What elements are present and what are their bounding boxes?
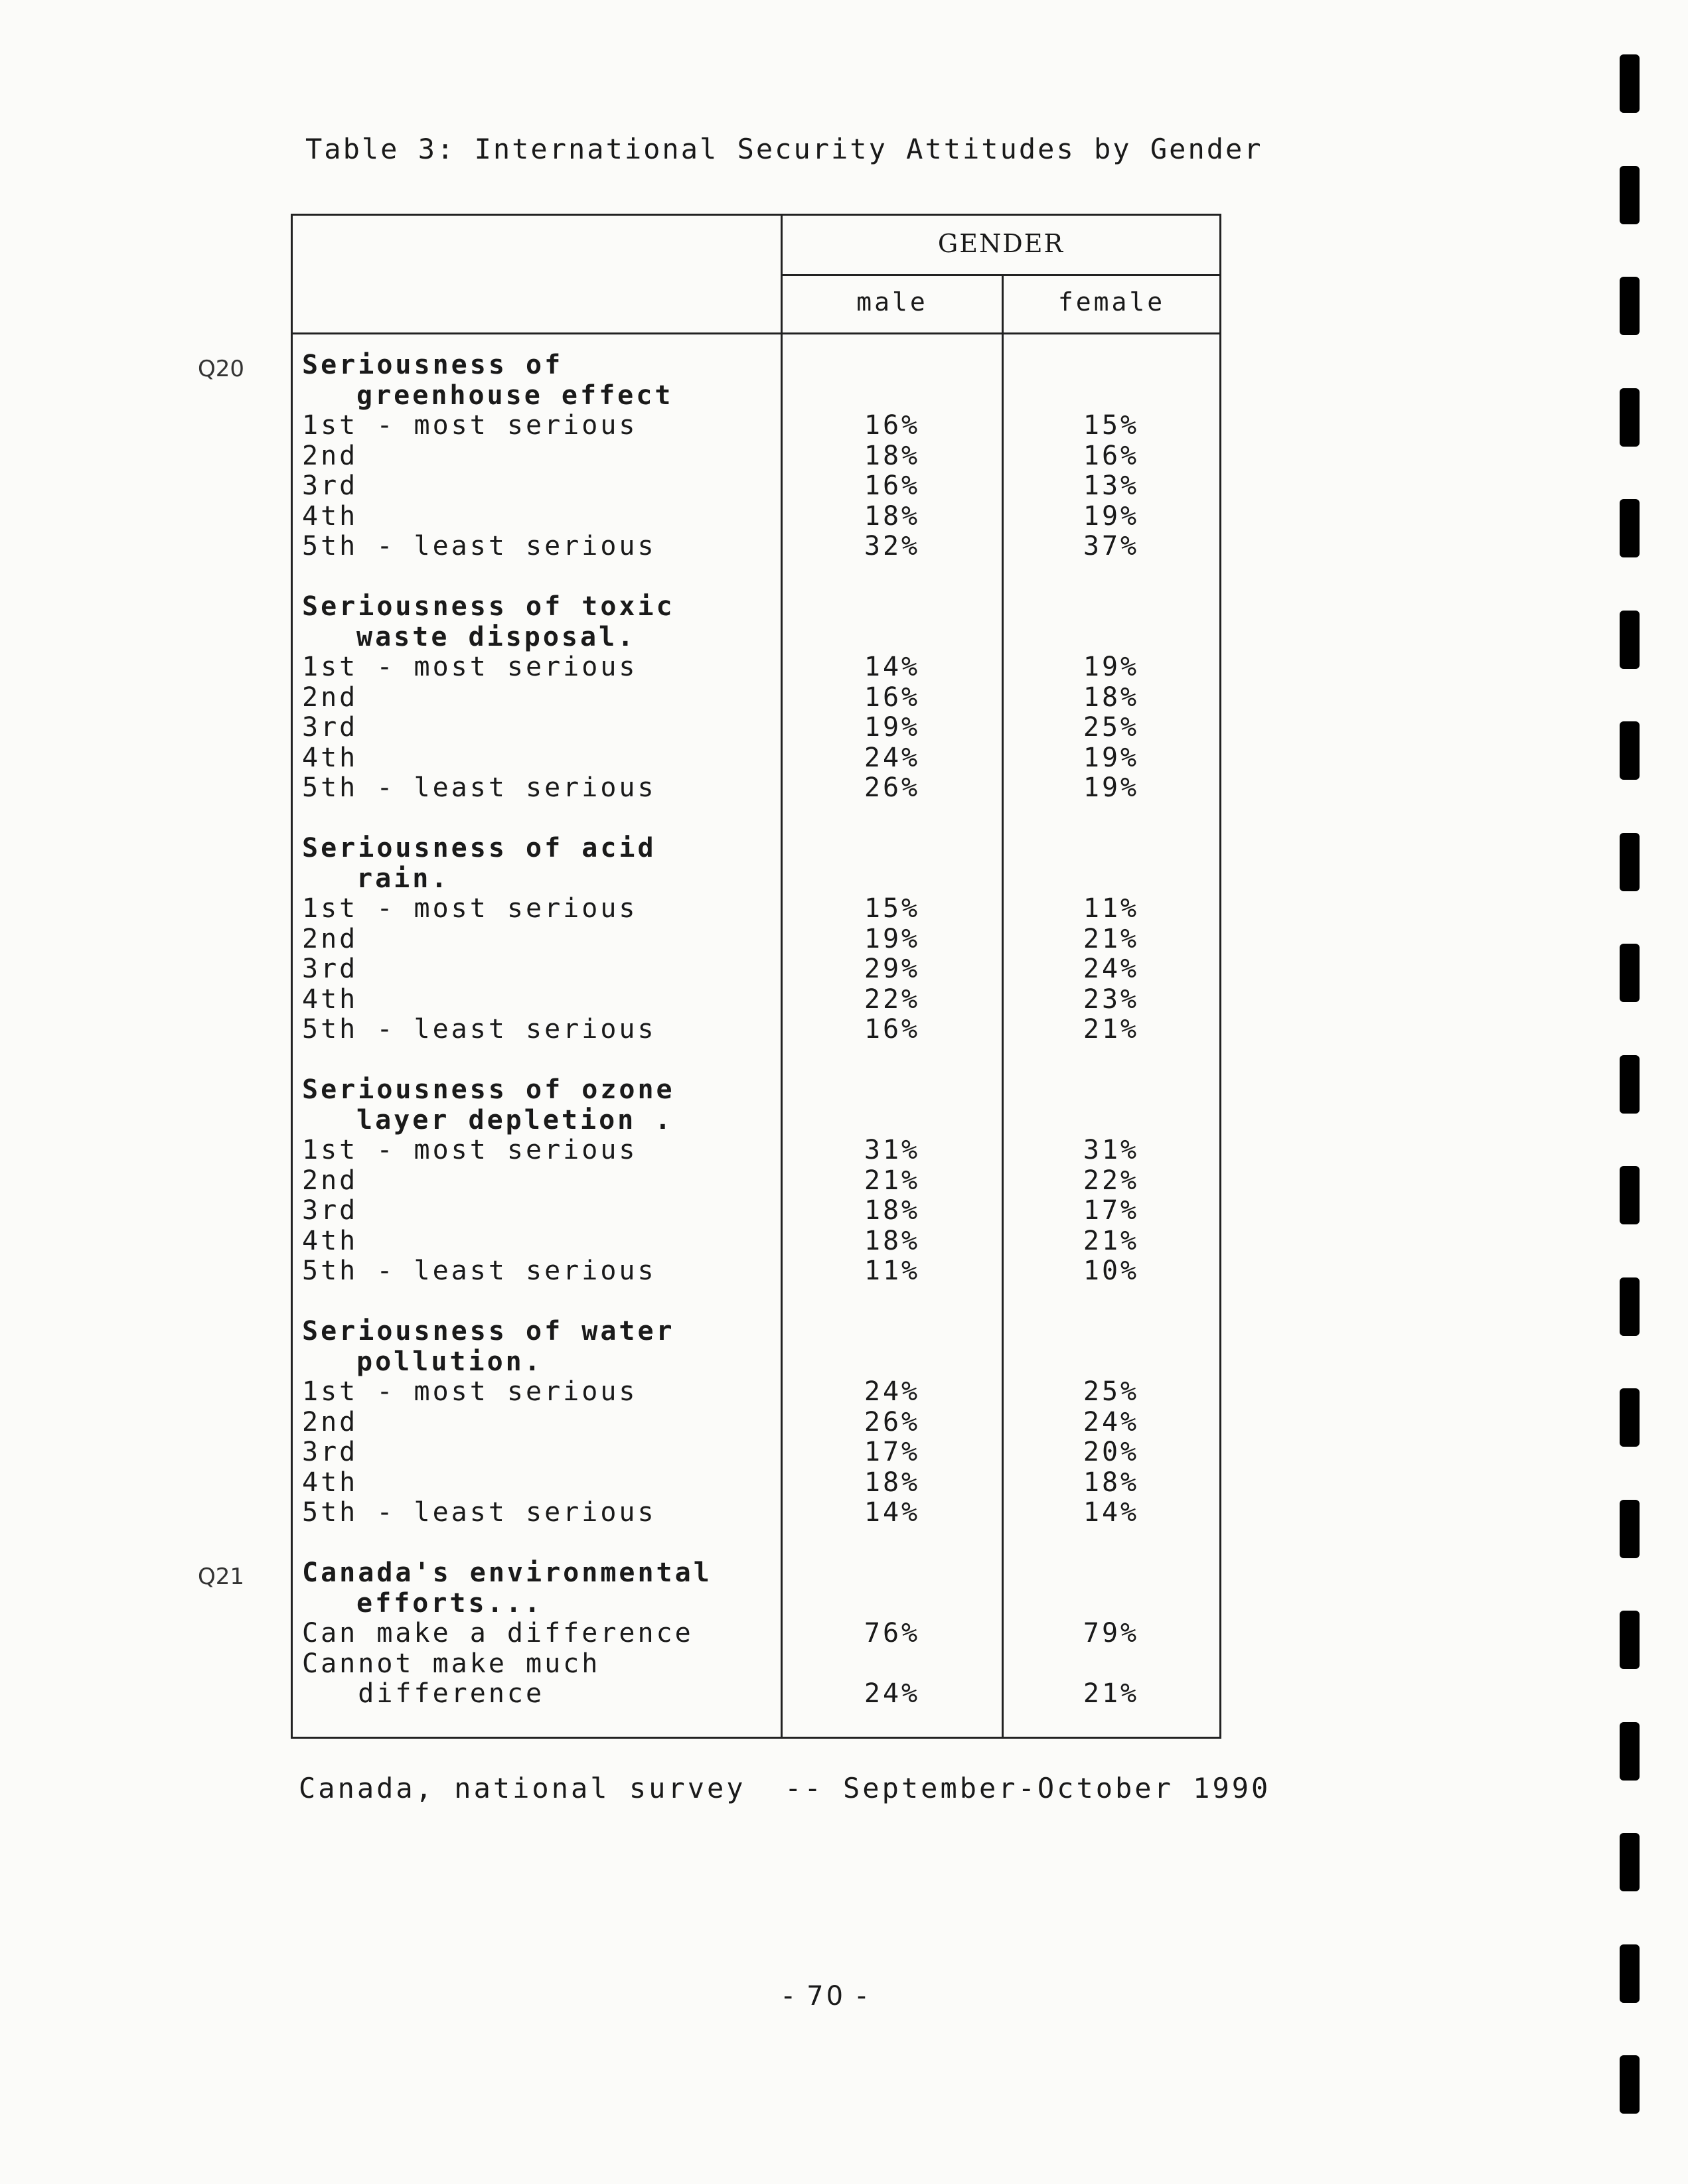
question-number: Q20 — [198, 356, 245, 382]
female-value: 23% — [1083, 983, 1140, 1015]
female-value: 25% — [1083, 1376, 1140, 1407]
table-row — [293, 1226, 1223, 1256]
male-value: 17% — [864, 1437, 921, 1467]
table-row — [293, 531, 1223, 561]
male-value: 16% — [864, 471, 921, 501]
binder-hole-mark — [1620, 277, 1640, 335]
row-label: 5th - least serious — [302, 1256, 656, 1286]
table-row — [293, 471, 1223, 501]
male-value: 26% — [864, 1406, 921, 1437]
female-value: 19% — [1083, 500, 1140, 532]
header-gender: GENDER — [937, 229, 1065, 258]
male-value: 22% — [864, 983, 921, 1015]
male-value: 18% — [864, 440, 921, 471]
male-value: 32% — [864, 531, 921, 561]
female-value: 18% — [1083, 682, 1140, 713]
row-label: 2nd — [302, 923, 358, 954]
male-value: 21% — [864, 1165, 921, 1196]
header-divider-bottom — [293, 332, 1219, 334]
binder-hole-mark — [1620, 1722, 1640, 1781]
table-row — [293, 1014, 1223, 1045]
row-label: 3rd — [302, 954, 358, 984]
page-number: - 70 - — [783, 1981, 870, 2011]
table-row — [293, 893, 1223, 924]
header-divider-group — [781, 274, 1219, 276]
section-title-line — [293, 1074, 1223, 1105]
binder-hole-mark — [1620, 1944, 1640, 2003]
male-value: 19% — [864, 712, 921, 743]
male-value: 29% — [864, 954, 921, 984]
male-value: 24% — [864, 1376, 921, 1407]
table-row — [293, 924, 1223, 954]
row-label: 4th — [302, 1225, 358, 1256]
section-title-line — [293, 1316, 1223, 1347]
binder-hole-mark — [1620, 166, 1640, 224]
section-title-line — [293, 380, 1223, 411]
row-label: Cannot make much — [302, 1648, 601, 1679]
female-value: 31% — [1083, 1135, 1140, 1165]
section-title: greenhouse effect — [356, 380, 674, 411]
table-row — [293, 1195, 1223, 1226]
table-row — [293, 1648, 1223, 1679]
table-row — [293, 652, 1223, 682]
female-value: 79% — [1083, 1618, 1140, 1648]
female-value: 22% — [1083, 1165, 1140, 1196]
row-label: 5th - least serious — [302, 1014, 656, 1045]
binder-hole-mark — [1620, 1500, 1640, 1558]
section-title: Seriousness of — [302, 350, 564, 380]
male-value: 19% — [864, 923, 921, 954]
table-row — [293, 743, 1223, 773]
male-value: 24% — [864, 742, 921, 773]
row-label: 4th — [302, 742, 358, 773]
table-row — [293, 441, 1223, 471]
female-value: 20% — [1083, 1437, 1140, 1467]
section-title: layer depletion . — [356, 1104, 674, 1135]
row-label: 1st - most serious — [302, 652, 638, 682]
female-value: 25% — [1083, 712, 1140, 743]
female-value: 19% — [1083, 742, 1140, 773]
female-value: 11% — [1083, 893, 1140, 924]
male-value: 31% — [864, 1135, 921, 1165]
female-value: 10% — [1083, 1256, 1140, 1286]
binder-hole-mark — [1620, 1611, 1640, 1669]
binder-hole-mark — [1620, 721, 1640, 780]
row-label: 2nd — [302, 440, 358, 471]
binder-hole-mark — [1620, 54, 1640, 113]
row-label: Can make a difference — [302, 1618, 694, 1648]
female-value: 21% — [1083, 923, 1140, 954]
section-title: pollution. — [356, 1346, 543, 1377]
section-title-line — [293, 1588, 1223, 1619]
female-value: 18% — [1083, 1467, 1140, 1498]
table-row — [293, 410, 1223, 441]
female-value: 19% — [1083, 772, 1140, 803]
section-title-line — [293, 1105, 1223, 1135]
row-label: 1st - most serious — [302, 1376, 638, 1407]
survey-footnote: Canada, national survey -- September-October 1990 — [299, 1772, 1271, 1804]
female-value: 24% — [1083, 1406, 1140, 1437]
female-value: 37% — [1083, 531, 1140, 561]
female-value: 16% — [1083, 440, 1140, 471]
binder-hole-mark — [1620, 2055, 1640, 2114]
section-title: Seriousness of toxic — [302, 591, 675, 622]
binder-hole-mark — [1620, 1055, 1640, 1114]
male-value: 16% — [864, 410, 921, 441]
binder-hole-mark — [1620, 1166, 1640, 1224]
row-label: 5th - least serious — [302, 1497, 656, 1528]
table-row — [293, 1135, 1223, 1165]
row-label: 1st - most serious — [302, 410, 638, 441]
table-row — [293, 984, 1223, 1015]
row-label: 4th — [302, 500, 358, 532]
row-label: 2nd — [302, 1406, 358, 1437]
binder-hole-mark — [1620, 944, 1640, 1002]
female-value: 24% — [1083, 954, 1140, 984]
table-row — [293, 1165, 1223, 1196]
male-value: 14% — [864, 1497, 921, 1528]
row-label: 5th - least serious — [302, 531, 656, 561]
binder-hole-mark — [1620, 833, 1640, 891]
table-row — [293, 1376, 1223, 1407]
section-title-line — [293, 350, 1223, 380]
row-label: 4th — [302, 983, 358, 1015]
male-value: 24% — [864, 1678, 921, 1709]
section-title-line — [293, 591, 1223, 622]
male-value: 15% — [864, 893, 921, 924]
row-label: difference — [302, 1678, 545, 1709]
male-value: 18% — [864, 1195, 921, 1226]
section-title: Seriousness of ozone — [302, 1074, 675, 1105]
table-row — [293, 1467, 1223, 1498]
data-table — [291, 214, 1221, 1739]
row-label: 4th — [302, 1467, 358, 1498]
binder-hole-mark — [1620, 388, 1640, 447]
section-title: Canada's environmental — [302, 1558, 712, 1588]
table-row — [293, 1256, 1223, 1286]
row-label: 1st - most serious — [302, 1135, 638, 1165]
row-label: 2nd — [302, 682, 358, 713]
section-title-line — [293, 1558, 1223, 1588]
table-row — [293, 772, 1223, 803]
male-value: 14% — [864, 652, 921, 682]
row-label: 3rd — [302, 712, 358, 743]
section-title: rain. — [356, 863, 450, 894]
row-label: 3rd — [302, 1437, 358, 1467]
section-title-line — [293, 622, 1223, 652]
female-value: 14% — [1083, 1497, 1140, 1528]
question-number: Q21 — [198, 1564, 245, 1590]
section-title: efforts... — [356, 1587, 543, 1619]
female-value: 15% — [1083, 410, 1140, 441]
male-value: 26% — [864, 772, 921, 803]
table-row — [293, 1618, 1223, 1648]
row-label: 2nd — [302, 1165, 358, 1196]
section-title: Seriousness of acid — [302, 833, 656, 863]
female-value: 21% — [1083, 1014, 1140, 1045]
table-row — [293, 712, 1223, 743]
header-female: female — [1057, 287, 1166, 317]
male-value: 76% — [864, 1618, 921, 1648]
header-male: male — [856, 287, 928, 317]
section-title-line — [293, 833, 1223, 863]
binder-hole-mark — [1620, 611, 1640, 669]
table-row — [293, 682, 1223, 713]
female-value: 13% — [1083, 471, 1140, 501]
table-row — [293, 1678, 1223, 1709]
table-row — [293, 1497, 1223, 1528]
female-value: 17% — [1083, 1195, 1140, 1226]
section-title-line — [293, 863, 1223, 894]
female-value: 19% — [1083, 652, 1140, 682]
female-value: 21% — [1083, 1225, 1140, 1256]
male-value: 16% — [864, 682, 921, 713]
section-title-line — [293, 1347, 1223, 1377]
binder-hole-mark — [1620, 1277, 1640, 1336]
binder-hole-mark — [1620, 1388, 1640, 1447]
binder-hole-mark — [1620, 1833, 1640, 1891]
table-row — [293, 501, 1223, 532]
binder-hole-mark — [1620, 499, 1640, 557]
table-row — [293, 1437, 1223, 1467]
row-label: 5th - least serious — [302, 772, 656, 803]
section-title: waste disposal. — [356, 621, 637, 652]
male-value: 18% — [864, 500, 921, 532]
table-title: Table 3: International Security Attitudes by Gender — [305, 133, 1263, 165]
male-value: 18% — [864, 1225, 921, 1256]
row-label: 3rd — [302, 1195, 358, 1226]
male-value: 18% — [864, 1467, 921, 1498]
table-row — [293, 1407, 1223, 1437]
male-value: 11% — [864, 1256, 921, 1286]
male-value: 16% — [864, 1014, 921, 1045]
section-title: Seriousness of water — [302, 1316, 675, 1347]
row-label: 3rd — [302, 471, 358, 501]
table-row — [293, 954, 1223, 984]
female-value: 21% — [1083, 1678, 1140, 1709]
row-label: 1st - most serious — [302, 893, 638, 924]
